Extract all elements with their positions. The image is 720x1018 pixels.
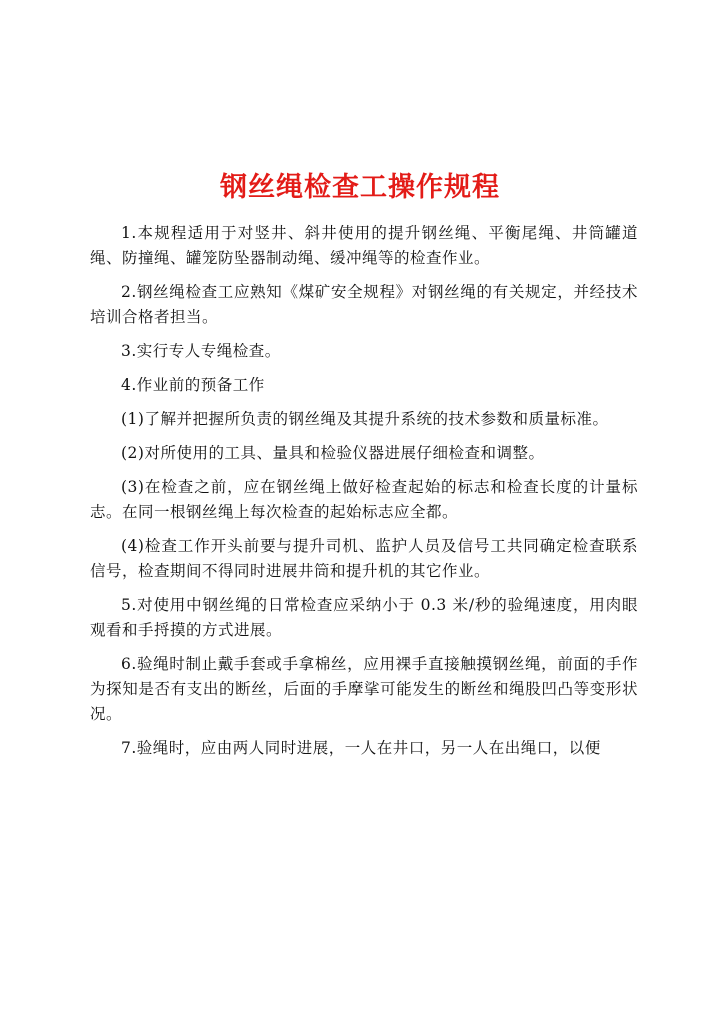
document-body	[90, 221, 638, 770]
document-title: 钢丝绳检查工操作规程	[220, 172, 500, 204]
paragraph: 7.验绳时，应由两人同时进展，一人在井口，另一人在出绳口，以便	[121, 739, 601, 757]
paragraph: 5.对使用中钢丝绳的日常检查应采纳小于 0.3 米/秒的验绳速度，用肉眼观看和手捋摸的方式进展。	[90, 596, 638, 639]
paragraph: 4.作业前的预备工作	[121, 376, 265, 394]
paragraph: 6.验绳时制止戴手套或手拿棉丝，应用裸手直接触摸钢丝绳，前面的手作为探知是否有支出的断丝，后面的手摩挲可能发生的断丝和绳股凹凸等变形状况。	[90, 655, 638, 723]
paragraph: 3.实行专人专绳检查。	[121, 342, 281, 360]
paragraph: (2)对所使用的工具、量具和检验仪器进展仔细检查和调整。	[121, 444, 545, 462]
paragraph: (4)检查工作开头前要与提升司机、监护人员及信号工共同确定检查联系信号，检查期间不得同时进展井筒和提升机的其它作业。	[90, 537, 638, 580]
paragraph: 2.钢丝绳检查工应熟知《煤矿安全规程》对钢丝绳的有关规定，并经技术培训合格者担当。	[90, 283, 638, 326]
paragraph: (3)在检查之前，应在钢丝绳上做好检查起始的标志和检查长度的计量标志。在同一根钢丝绳上每次检查的起始标志应全都。	[90, 478, 638, 521]
paragraph: 1.本规程适用于对竖井、斜井使用的提升钢丝绳、平衡尾绳、井筒罐道绳、防撞绳、罐笼防坠器制动绳、缓冲绳等的检查作业。	[90, 224, 638, 267]
paragraph: (1)了解并把握所负责的钢丝绳及其提升系统的技术参数和质量标准。	[121, 410, 609, 428]
